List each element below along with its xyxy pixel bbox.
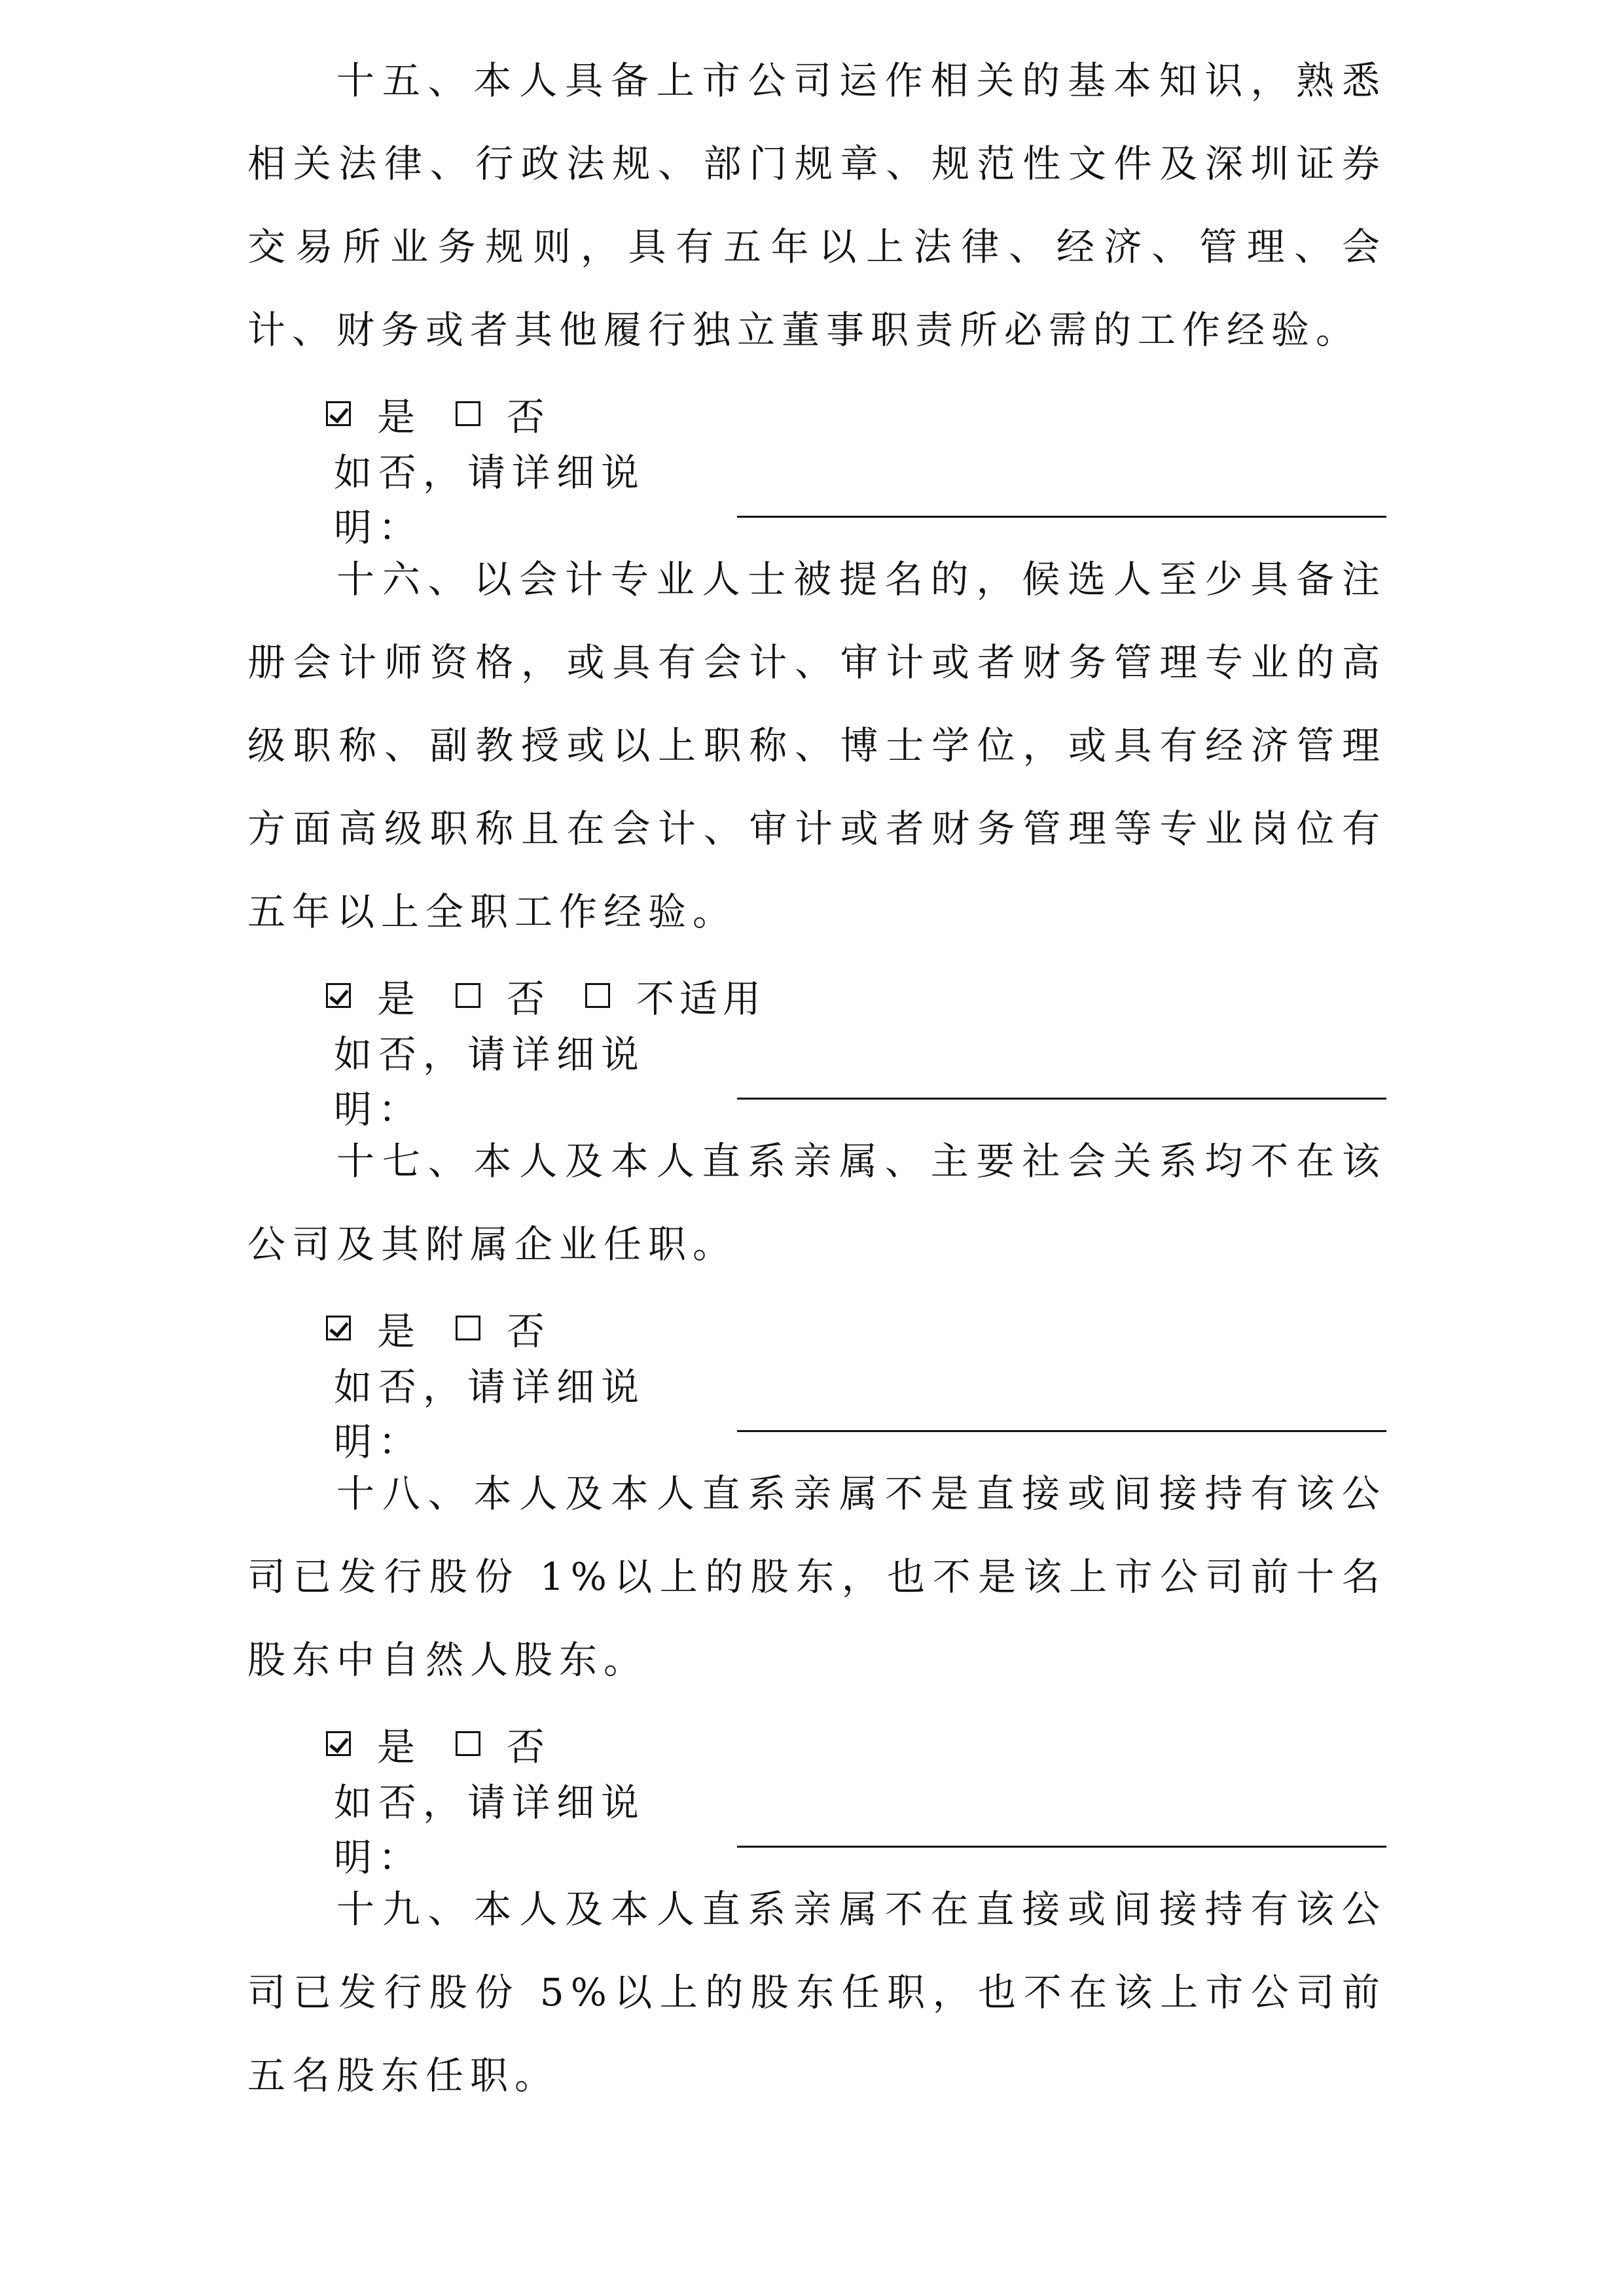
explain-label: 如否，请详细说明： [334,1031,646,1132]
option-label: 否 [507,1724,550,1769]
explain-blank-field[interactable] [737,475,1386,518]
item-15-explain [247,450,1386,550]
checked-box-icon[interactable] [326,1316,351,1340]
unchecked-box-icon[interactable] [456,1316,480,1340]
item-15-text: 十五、本人具备上市公司运作相关的基本知识，熟悉相关法律、行政法规、部门规章、规范性文件及深圳证券交易所业务规则，具有五年以上法律、经济、管理、会计、财务或者其他履行独立董事职责所必需的工作经验。 [247,58,1386,352]
option-label: 是 [377,1308,421,1354]
item-18-explain [247,1780,1386,1880]
unchecked-box-icon[interactable] [585,983,610,1008]
checked-box-icon[interactable] [326,401,351,426]
option-label: 否 [507,976,550,1021]
document-page [247,39,1386,2117]
unchecked-box-icon[interactable] [456,401,480,426]
option-yes[interactable] [326,1300,420,1355]
option-label: 是 [377,1724,421,1769]
option-no[interactable] [456,1300,550,1355]
checked-box-icon[interactable] [326,1731,351,1756]
option-not-applicable[interactable] [585,968,766,1023]
item-16-text: 十六、以会计专业人士被提名的，候选人至少具备注册会计师资格，或具有会计、审计或者财务管理专业的高级职称、副教授或以上职称、博士学位，或具有经济管理方面高级职称且在会计、审计或者财务管理等专业岗位有五年以上全职工作经验。 [247,557,1386,934]
option-label: 否 [507,394,550,439]
explain-blank-field[interactable] [737,1057,1386,1100]
checked-box-icon[interactable] [326,983,351,1008]
explain-blank-field[interactable] [737,1390,1386,1432]
explain-label: 如否，请详细说明： [334,450,646,550]
explain-label: 如否，请详细说明： [334,1364,646,1464]
item-17-explain [247,1364,1386,1464]
explain-label: 如否，请详细说明： [334,1780,646,1880]
option-no[interactable] [456,968,550,1023]
option-no[interactable] [456,1716,550,1771]
option-label: 不适用 [636,976,767,1021]
item-16-explain [247,1031,1386,1132]
item-18-text: 十八、本人及本人直系亲属不是直接或间接持有该公司已发行股份 1%以上的股东，也不是该上市公司前十名股东中自然人股东。 [247,1471,1386,1682]
option-no[interactable] [456,386,550,441]
unchecked-box-icon[interactable] [456,1731,480,1756]
option-yes[interactable] [326,968,420,1023]
explain-blank-field[interactable] [737,1805,1386,1848]
item-19-text: 十九、本人及本人直系亲属不在直接或间接持有该公司已发行股份 5%以上的股东任职，也不在该上市公司前五名股东任职。 [247,1887,1386,2098]
option-label: 否 [507,1308,550,1354]
option-yes[interactable] [326,386,420,441]
unchecked-box-icon[interactable] [456,983,480,1008]
item-17-text: 十七、本人及本人直系亲属、主要社会关系均不在该公司及其附属企业任职。 [247,1139,1386,1266]
option-yes[interactable] [326,1716,420,1771]
option-label: 是 [377,394,421,439]
option-label: 是 [377,976,421,1021]
